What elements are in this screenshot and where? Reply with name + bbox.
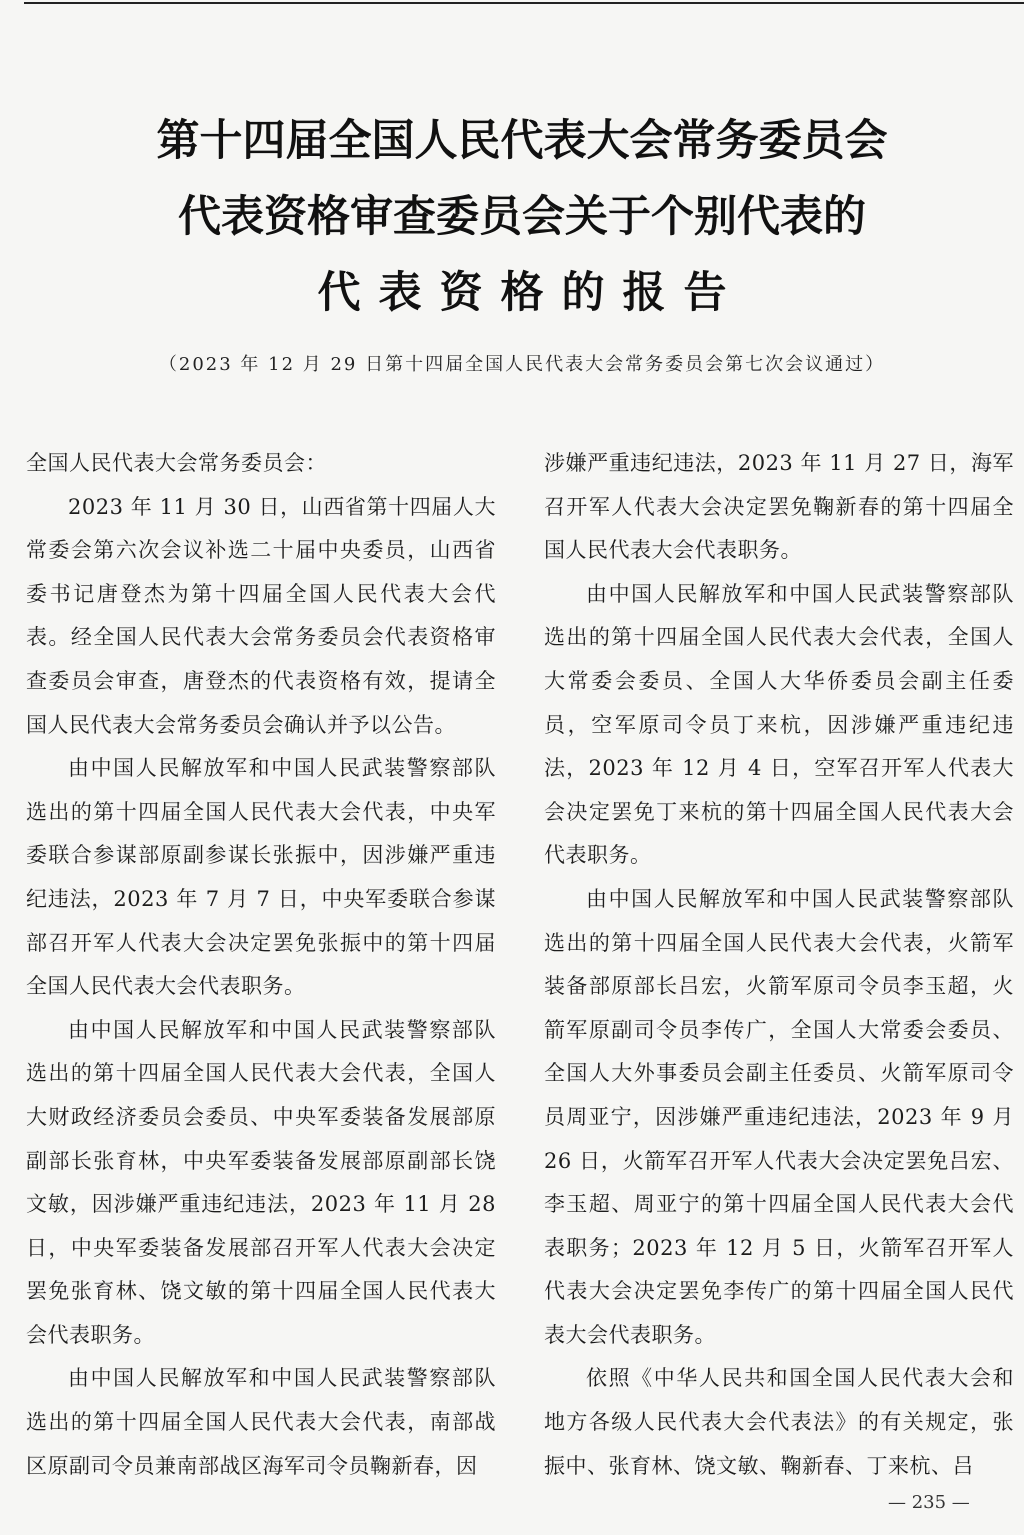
title-line-1: 第十四届全国人民代表大会常务委员会 (156, 116, 888, 166)
left-column (26, 442, 496, 1488)
right-column (544, 442, 1014, 1488)
page-number: — 235 — (888, 1492, 970, 1513)
paragraph: 由中国人民解放军和中国人民武装警察部队选出的第十四届全国人民代表大会代表，南部战区原副司令员兼南部战区海军司令员鞠新春，因 (26, 1366, 496, 1478)
salutation: 全国人民代表大会常务委员会： (26, 451, 327, 475)
title-line-2: 代表资格审查委员会关于个别代表的 (178, 192, 866, 242)
adoption-note: （2023 年 12 月 29 日第十四届全国人民代表大会常务委员会第七次会议通过） (158, 354, 886, 375)
paragraph: 由中国人民解放军和中国人民武装警察部队选出的第十四届全国人民代表大会代表，火箭军装备部原部长吕宏，火箭军原司令员李玉超，火箭军原副司令员李传广，全国人大常委会委员、全国人大外事委员会副主任委员、火箭军原司令员周亚宁，因涉嫌严重违纪违法，2023 年 9 月 26 日，火箭军召开军人代表大会决定罢免吕宏、李玉超、周亚宁的第十四届全国人民代表大会代表职务；2023 年 12 月 5 日，火箭军召开军人代表大会决定罢免李传广的第十四届全国人民代表大会代表职务。 (544, 886, 1014, 1347)
paragraph: 2023 年 11 月 30 日，山西省第十四届人大常委会第六次会议补选二十届中央委员，山西省委书记唐登杰为第十四届全国人民代表大会代表。经全国人民代表大会常务委员会代表资格审查委员会审查，唐登杰的代表资格有效，提请全国人民代表大会常务委员会确认并予以公告。 (26, 494, 496, 737)
paragraph-continuation: 涉嫌严重违纪违法，2023 年 11 月 27 日，海军召开军人代表大会决定罢免鞠新春的第十四届全国人民代表大会代表职务。 (544, 451, 1014, 563)
top-rule (24, 2, 1024, 4)
paragraph: 由中国人民解放军和中国人民武装警察部队选出的第十四届全国人民代表大会代表，中央军委联合参谋部原副参谋长张振中，因涉嫌严重违纪违法，2023 年 7 月 7 日，中央军委联合参谋部召开军人代表大会决定罢免张振中的第十四届全国人民代表大会代表职务。 (26, 756, 496, 999)
paragraph: 由中国人民解放军和中国人民武装警察部队选出的第十四届全国人民代表大会代表，全国人大财政经济委员会委员、中央军委装备发展部原副部长张育林，中央军委装备发展部原副部长饶文敏，因涉嫌严重违纪违法，2023 年 11 月 28 日，中央军委装备发展部召开军人代表大会决定罢免张育林、饶文敏的第十四届全国人民代表大会代表职务。 (26, 1017, 496, 1347)
paragraph: 由中国人民解放军和中国人民武装警察部队选出的第十四届全国人民代表大会代表，全国人大常委会委员、全国人大华侨委员会副主任委员，空军原司令员丁来杭，因涉嫌严重违纪违法，2023 年 12 月 4 日，空军召开军人代表大会决定罢免丁来杭的第十四届全国人民代表大会代表职务。 (544, 581, 1014, 868)
title-line-3: 代表资格的报告 (317, 268, 745, 318)
paragraph: 依照《中华人民共和国全国人民代表大会和地方各级人民代表大会代表法》的有关规定，张振中、张育林、饶文敏、鞠新春、丁来杭、吕 (544, 1366, 1014, 1478)
document-title (0, 103, 1024, 331)
